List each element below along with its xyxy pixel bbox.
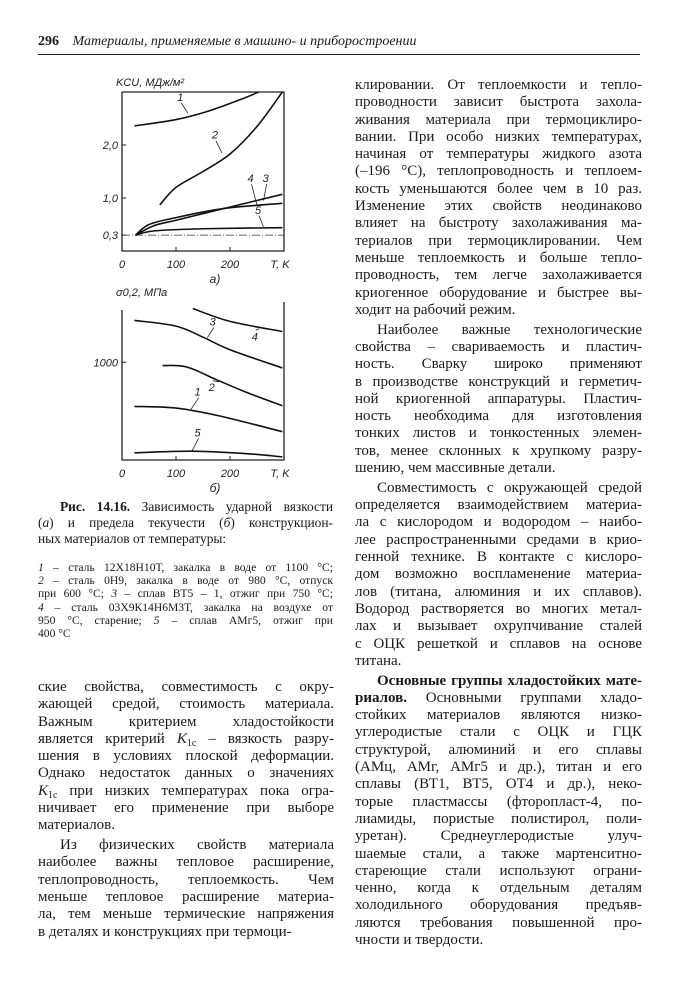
text-line (38, 748, 334, 765)
series-leader (191, 398, 198, 410)
series-curve-2 (160, 92, 283, 205)
series-label: 5 (194, 427, 201, 440)
text-segment: 950 °С, старение; (38, 613, 154, 627)
text-line (355, 915, 642, 932)
series-leader (207, 328, 213, 338)
series-curve-5 (134, 451, 282, 457)
panel-label: б) (209, 481, 221, 495)
text-segment: – сталь 12Х18Н10Т, закалка в воде от 1100 °С; (43, 561, 333, 574)
text-line (355, 163, 642, 180)
text-line (355, 480, 642, 497)
text-line (38, 731, 334, 748)
subscript: 1c (48, 789, 58, 801)
text-line (355, 215, 642, 232)
paragraph (355, 673, 642, 950)
text-segment: материалов. (38, 817, 116, 834)
series-curve-1 (134, 406, 282, 431)
text-segment: проводность, тем легче захолаживается (355, 267, 642, 284)
text-segment: торые пластмассы (фторопласт-4, по- (355, 793, 642, 810)
panel-label: а) (209, 272, 221, 286)
text-segment: Наиболее важные технологические (377, 321, 642, 338)
text-line (38, 800, 334, 817)
text-line (355, 233, 642, 250)
text-line (355, 339, 642, 356)
text-segment: определяется взаимодействием материа- (355, 497, 642, 514)
text-line (38, 765, 334, 782)
text-segment: Изменение этих свойств неодинаково (355, 198, 642, 215)
text-segment: ( (38, 515, 43, 530)
paragraph (355, 322, 642, 478)
text-segment: стареющие стали используют ограни- (355, 862, 642, 879)
text-segment: меньше теплоемкость и больше тепло- (355, 249, 642, 266)
series-curve-2 (163, 365, 283, 405)
running-title: Материалы, применяемые в машино- и приборостроении (72, 34, 417, 49)
text-line (355, 794, 642, 811)
text-segment: тонких листов и тонкостенных элемен- (355, 425, 642, 442)
text-segment: ла с кислородом и водородом – наибо- (355, 514, 642, 531)
text-line (38, 515, 333, 531)
text-segment: шению, чем массивные детали. (355, 460, 556, 477)
chart-impact-toughness (60, 72, 320, 287)
text-segment: Основными группами хладо- (407, 689, 642, 706)
text-segment: лее распространенными средами в крио- (355, 531, 642, 548)
text-line (355, 391, 642, 408)
x-tick-label: 200 (220, 259, 240, 271)
text-segment: с ОЦК решеткой и сплавов на основе (355, 635, 642, 652)
text-line (355, 549, 642, 566)
x-tick-label: 200 (220, 468, 240, 480)
text-line (355, 636, 642, 653)
bold-text: риалов. (355, 689, 408, 706)
text-segment: живания материала при термоциклиро- (355, 111, 642, 128)
text-line (355, 724, 642, 741)
text-segment: ных материалов от температуры: (38, 531, 227, 546)
text-segment: K (38, 782, 49, 799)
text-line (38, 696, 334, 713)
text-line (38, 837, 334, 854)
y-axis-label: KCU, МДж/м² (116, 77, 185, 89)
text-segment: лов (титана, алюминия и их сплавов). (355, 583, 642, 600)
text-segment: в производстве конструкций и герметич- (355, 373, 642, 390)
text-segment: Совместимость с окружающей средой (377, 479, 642, 496)
text-segment: ность необходима для изготовления (355, 408, 642, 425)
y-tick-label: 1,0 (102, 193, 118, 205)
y-tick-label: 0,3 (102, 230, 118, 243)
text-line (355, 828, 642, 845)
text-segment: наиболее важны тепловое расширение, (38, 854, 334, 871)
text-segment: ляются требования повышенной про- (355, 914, 642, 931)
text-line (355, 759, 642, 776)
series-leader (181, 103, 188, 113)
text-segment: б (223, 515, 231, 530)
text-line (355, 742, 642, 759)
text-segment: 4 (38, 600, 44, 614)
text-line (38, 499, 333, 515)
text-segment: Важным критерием хладостойкости (38, 713, 334, 730)
text-line (355, 285, 642, 302)
text-segment: 400 °С (38, 626, 71, 640)
text-segment: шаемые стали, а также мартенситно- (355, 845, 642, 862)
text-line (355, 322, 642, 339)
text-line (355, 601, 642, 618)
text-line (355, 112, 642, 129)
series-leader (192, 438, 198, 450)
x-tick-label: 100 (166, 259, 186, 271)
text-line (355, 618, 642, 635)
text-segment: – сплав АМг5, отжиг при (159, 613, 333, 627)
text-segment: ной криогенной аппаратуры. Пластич- (355, 390, 642, 407)
text-segment: структурой, алюминий и его сплавы (355, 741, 642, 758)
series-curve-4 (193, 309, 283, 332)
text-line (355, 532, 642, 549)
text-line (355, 846, 642, 863)
text-segment: а (42, 515, 50, 530)
x-tick-label: 100 (166, 468, 186, 480)
text-line (355, 880, 642, 897)
text-segment: ность. Сварку широко применяют (355, 356, 642, 373)
text-segment: меньше тепловое расширение материа- (38, 889, 334, 906)
text-line (355, 267, 642, 284)
text-segment: начиная от температуры жидкого азота (355, 146, 642, 163)
text-segment: Водород растворяется во многих метал- (355, 600, 642, 617)
text-segment: влияет на быстроту захолаживания ма- (355, 215, 642, 232)
text-line (355, 146, 642, 163)
text-line (355, 497, 642, 514)
text-segment: – сталь 0Н9, закалка в воде от 980 °С, отпуск (43, 574, 333, 588)
paragraph (355, 480, 642, 670)
text-segment: ходит на рабочий режим. (355, 301, 516, 318)
text-segment: – сплав ВТ5 – 1, отжиг при 750 °С; (117, 587, 333, 601)
page-number: 296 (38, 34, 59, 49)
series-label: 2 (208, 381, 215, 394)
text-segment: углеродистые стали с ОЦК и ГЦК (355, 724, 642, 741)
subscript: 1c (186, 737, 197, 749)
text-segment: при 600 °С; (38, 587, 112, 601)
chart-yield-strength (60, 282, 320, 497)
text-segment: сплавы (ВТ1, ВТ5, ОТ4 и др.), неко- (355, 776, 642, 793)
left-column-text (38, 679, 334, 943)
text-line (38, 906, 334, 923)
text-segment: вании. При особо низких температурах, (355, 128, 642, 145)
series-label: 3 (209, 316, 216, 329)
text-line (38, 561, 333, 574)
series-label: 1 (194, 386, 201, 399)
text-segment: клировании. От теплоемкости и тепло- (355, 77, 642, 93)
series-label: 4 (251, 331, 258, 344)
text-line (355, 514, 642, 531)
text-line (355, 443, 642, 460)
text-line (355, 863, 642, 880)
text-segment: криогенное оборудование и быстрее вы- (355, 284, 642, 301)
x-axis-label: T, K (270, 468, 290, 480)
text-line (38, 714, 334, 731)
text-segment: ) конструкцион- (230, 515, 333, 530)
y-tick-label: 1000 (93, 357, 118, 370)
text-segment: K (176, 730, 187, 747)
y-tick-label: 2,0 (102, 140, 118, 152)
series-leader (256, 329, 259, 330)
text-segment: жающей средой, стоимость материала. (38, 696, 334, 713)
text-line (355, 566, 642, 583)
text-segment: Однако недостаток данных о значениях (38, 765, 334, 782)
y-axis-label: σ0,2, МПа (116, 287, 168, 299)
paragraph (38, 679, 334, 835)
text-segment: свойства – свариваемость и пластич- (355, 338, 642, 355)
text-segment: лиамиды, пористые полистирол, поли- (355, 810, 642, 827)
text-line (38, 872, 334, 889)
paragraph (38, 837, 334, 941)
text-line (38, 854, 334, 871)
text-line (355, 673, 642, 690)
text-segment: теплопроводность, теплоемкость. Чем (38, 871, 334, 888)
x-tick-label: 0 (118, 259, 126, 271)
text-line (355, 425, 642, 442)
figure-legend (38, 561, 333, 640)
text-line (355, 811, 642, 828)
series-label: 5 (255, 204, 262, 217)
text-segment: 3 (111, 587, 118, 601)
text-line (355, 707, 642, 724)
text-segment: холодильного оборудования предъяв- (355, 897, 642, 914)
text-line (355, 408, 642, 425)
text-segment: ла, тем меньше термические напряжения (38, 906, 334, 923)
text-line (355, 374, 642, 391)
text-segment: ские свойства, совместимость с окру- (38, 679, 334, 695)
text-segment: тов, менее склонных к хрупкому разру- (355, 442, 642, 459)
text-line (355, 584, 642, 601)
text-line (355, 198, 642, 215)
text-segment: ничивает его применение при выборе (38, 800, 334, 817)
text-line (355, 129, 642, 146)
text-line (355, 77, 642, 94)
running-header (38, 34, 640, 55)
text-line (38, 679, 334, 696)
text-line (38, 587, 333, 600)
text-segment: (–196 °С), теплопроводность и теплоем- (355, 163, 642, 180)
right-column-text (355, 77, 642, 952)
plot-frame (122, 302, 284, 460)
text-line (355, 653, 642, 670)
series-label: 4 (247, 173, 254, 186)
text-line (38, 601, 333, 614)
text-segment: 5 (153, 613, 160, 627)
text-line (355, 460, 642, 477)
text-line (38, 783, 334, 800)
text-segment: 1 (38, 561, 44, 574)
text-line (355, 250, 642, 267)
series-leader (259, 216, 263, 227)
text-line (355, 94, 642, 111)
text-segment: териалов при термоциклировании. Чем (355, 232, 642, 249)
text-segment: стойких материалов являются низко- (355, 707, 642, 724)
text-segment: уретан). Среднеуглеродистые улуч- (355, 828, 642, 845)
text-segment: при низких температурах пока огра- (57, 782, 334, 799)
text-line (355, 932, 642, 949)
text-segment: Из физических свойств материала (60, 837, 334, 854)
bold-text: Рис. 14.16. (60, 499, 131, 514)
paragraph (355, 77, 642, 319)
bold-text: Основные группы хладостойких мате- (377, 672, 642, 689)
text-line (355, 897, 642, 914)
series-leader (216, 141, 222, 153)
text-segment: генной технике. В контакте с кислоро- (355, 549, 642, 566)
series-label: 1 (177, 92, 184, 105)
series-curve-1 (134, 92, 258, 126)
text-segment: проводности зависит быстрота захола- (355, 94, 642, 111)
x-tick-label: 0 (118, 468, 126, 480)
text-line (38, 924, 334, 941)
text-line (38, 817, 334, 834)
text-segment: шения в условиях плоской деформации. (38, 748, 334, 765)
series-label: 3 (262, 173, 269, 186)
text-segment: – вязкость разру- (196, 730, 334, 747)
text-line (355, 302, 642, 319)
series-curve-5 (136, 228, 283, 235)
text-line (38, 531, 333, 547)
text-segment: является критерий (38, 730, 177, 747)
text-line (355, 181, 642, 198)
text-line (38, 627, 333, 640)
text-segment: ) и предела текучести ( (49, 515, 224, 530)
text-line (38, 889, 334, 906)
text-segment: в деталях и конструкциях при термоци- (38, 923, 292, 940)
text-segment: ченно, когда к отдельным деталям (355, 880, 642, 897)
text-line (355, 356, 642, 373)
text-line (355, 690, 642, 707)
text-segment: – сталь 03Х9К14Н6М3Т, закалка на воздухе от (43, 600, 333, 614)
text-segment: дом возможно воспламенение материа- (355, 566, 642, 583)
text-segment: чности и твердости. (355, 932, 484, 949)
text-line (355, 776, 642, 793)
text-segment: (АМц, АМг, АМг5 и др.), титан и его (355, 759, 642, 776)
text-segment: кость уменьшаются более чем в 10 раз. (355, 180, 642, 197)
text-segment: Зависимость ударной вязкости (130, 499, 333, 514)
text-line (38, 614, 333, 627)
figure-caption (38, 499, 333, 547)
series-label: 2 (211, 129, 218, 142)
text-line (38, 574, 333, 587)
text-segment: титана. (355, 652, 402, 669)
text-segment: 2 (38, 574, 44, 588)
x-axis-label: T, K (270, 259, 290, 271)
text-segment: лах и вызывает охрупчивание сталей (355, 618, 642, 635)
